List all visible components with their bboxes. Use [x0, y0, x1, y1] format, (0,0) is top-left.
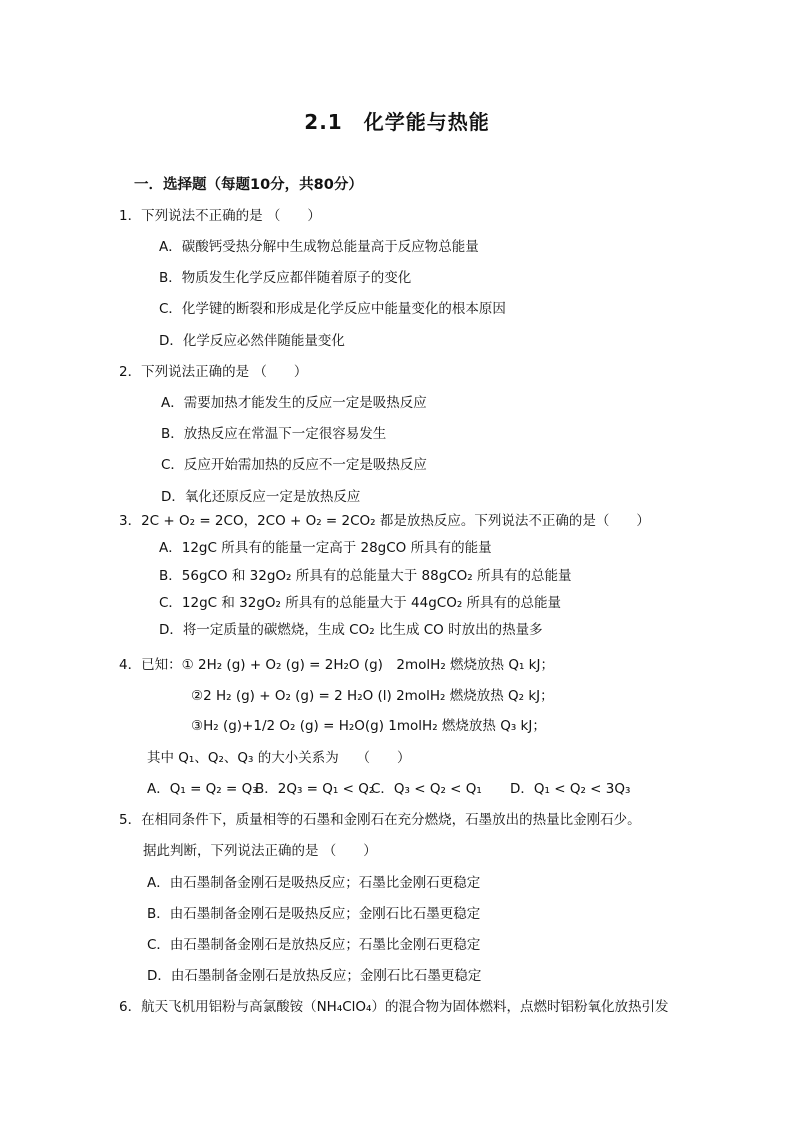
question-4-equation-1: 4．已知：① 2H₂ (g) + O₂ (g) = 2H₂O (g) 2molH₂ 燃烧放热 Q₁ kJ； [119, 657, 554, 673]
q2-option-d: D．氧化还原反应一定是放热反应 [161, 489, 361, 505]
q1-option-d: D．化学反应必然伴随能量变化 [159, 333, 345, 349]
question-5-stem-continued: 据此判断，下列说法正确的是 （ ） [143, 843, 377, 859]
q1-option-c: C．化学键的断裂和形成是化学反应中能量变化的根本原因 [159, 301, 506, 317]
question-4-equation-2: ②2 H₂ (g) + O₂ (g) = 2 H₂O (l) 2molH₂ 燃烧放热 Q₂ kJ； [191, 688, 554, 704]
question-3-stem: 3．2C + O₂ = 2CO，2CO + O₂ = 2CO₂ 都是放热反应。下列说法不正确的是（ ） [119, 513, 650, 529]
question-6-stem: 6．航天飞机用铝粉与高氯酸铵（NH₄ClO₄）的混合物为固体燃料，点燃时铝粉氧化放热引发 [119, 999, 669, 1015]
question-5-stem: 5．在相同条件下，质量相等的石墨和金刚石在充分燃烧，石墨放出的热量比金刚石少。 [119, 812, 641, 828]
q5-option-d: D．由石墨制备金刚石是放热反应；金刚石比石墨更稳定 [147, 968, 482, 984]
q1-option-b: B．物质发生化学反应都伴随着原子的变化 [159, 270, 412, 286]
question-4-stem: 其中 Q₁、Q₂、Q₃ 的大小关系为 （ ） [147, 750, 411, 766]
section-heading: 一．选择题（每题10分，共80分） [134, 177, 363, 193]
q1-option-a: A．碳酸钙受热分解中生成物总能量高于反应物总能量 [159, 239, 479, 255]
question-2-stem: 2．下列说法正确的是 （ ） [119, 364, 308, 380]
q5-option-a: A．由石墨制备金刚石是吸热反应；石墨比金刚石更稳定 [147, 875, 481, 891]
q4-option-d: D．Q₁ < Q₂ < 3Q₃ [510, 781, 631, 797]
q2-option-b: B．放热反应在常温下一定很容易发生 [161, 426, 387, 442]
q5-option-b: B．由石墨制备金刚石是吸热反应；金刚石比石墨更稳定 [147, 906, 481, 922]
q3-option-c: C．12gC 和 32gO₂ 所具有的总能量大于 44gCO₂ 所具有的总能量 [159, 595, 562, 611]
q5-option-c: C．由石墨制备金刚石是放热反应；石墨比金刚石更稳定 [147, 937, 481, 953]
q2-option-a: A．需要加热才能发生的反应一定是吸热反应 [161, 395, 427, 411]
q4-option-a: A．Q₁ = Q₂ = Q₃ [147, 781, 258, 797]
question-1-stem: 1．下列说法不正确的是 （ ） [119, 208, 321, 224]
q3-option-a: A．12gC 所具有的能量一定高于 28gCO 所具有的能量 [159, 540, 492, 556]
q4-option-c: C．Q₃ < Q₂ < Q₁ [371, 781, 482, 797]
q4-option-b: B．2Q₃ = Q₁ < Q₂ [255, 781, 375, 797]
q3-option-b: B．56gCO 和 32gO₂ 所具有的总能量大于 88gCO₂ 所具有的总能量 [159, 568, 572, 584]
question-4-equation-3: ③H₂ (g)+1/2 O₂ (g) = H₂O(g) 1molH₂ 燃烧放热 Q₃ kJ； [191, 718, 546, 734]
q2-option-c: C．反应开始需加热的反应不一定是吸热反应 [161, 457, 427, 473]
page-title: 2.1 化学能与热能 [304, 110, 490, 134]
q3-option-d: D．将一定质量的碳燃烧，生成 CO₂ 比生成 CO 时放出的热量多 [159, 622, 543, 638]
